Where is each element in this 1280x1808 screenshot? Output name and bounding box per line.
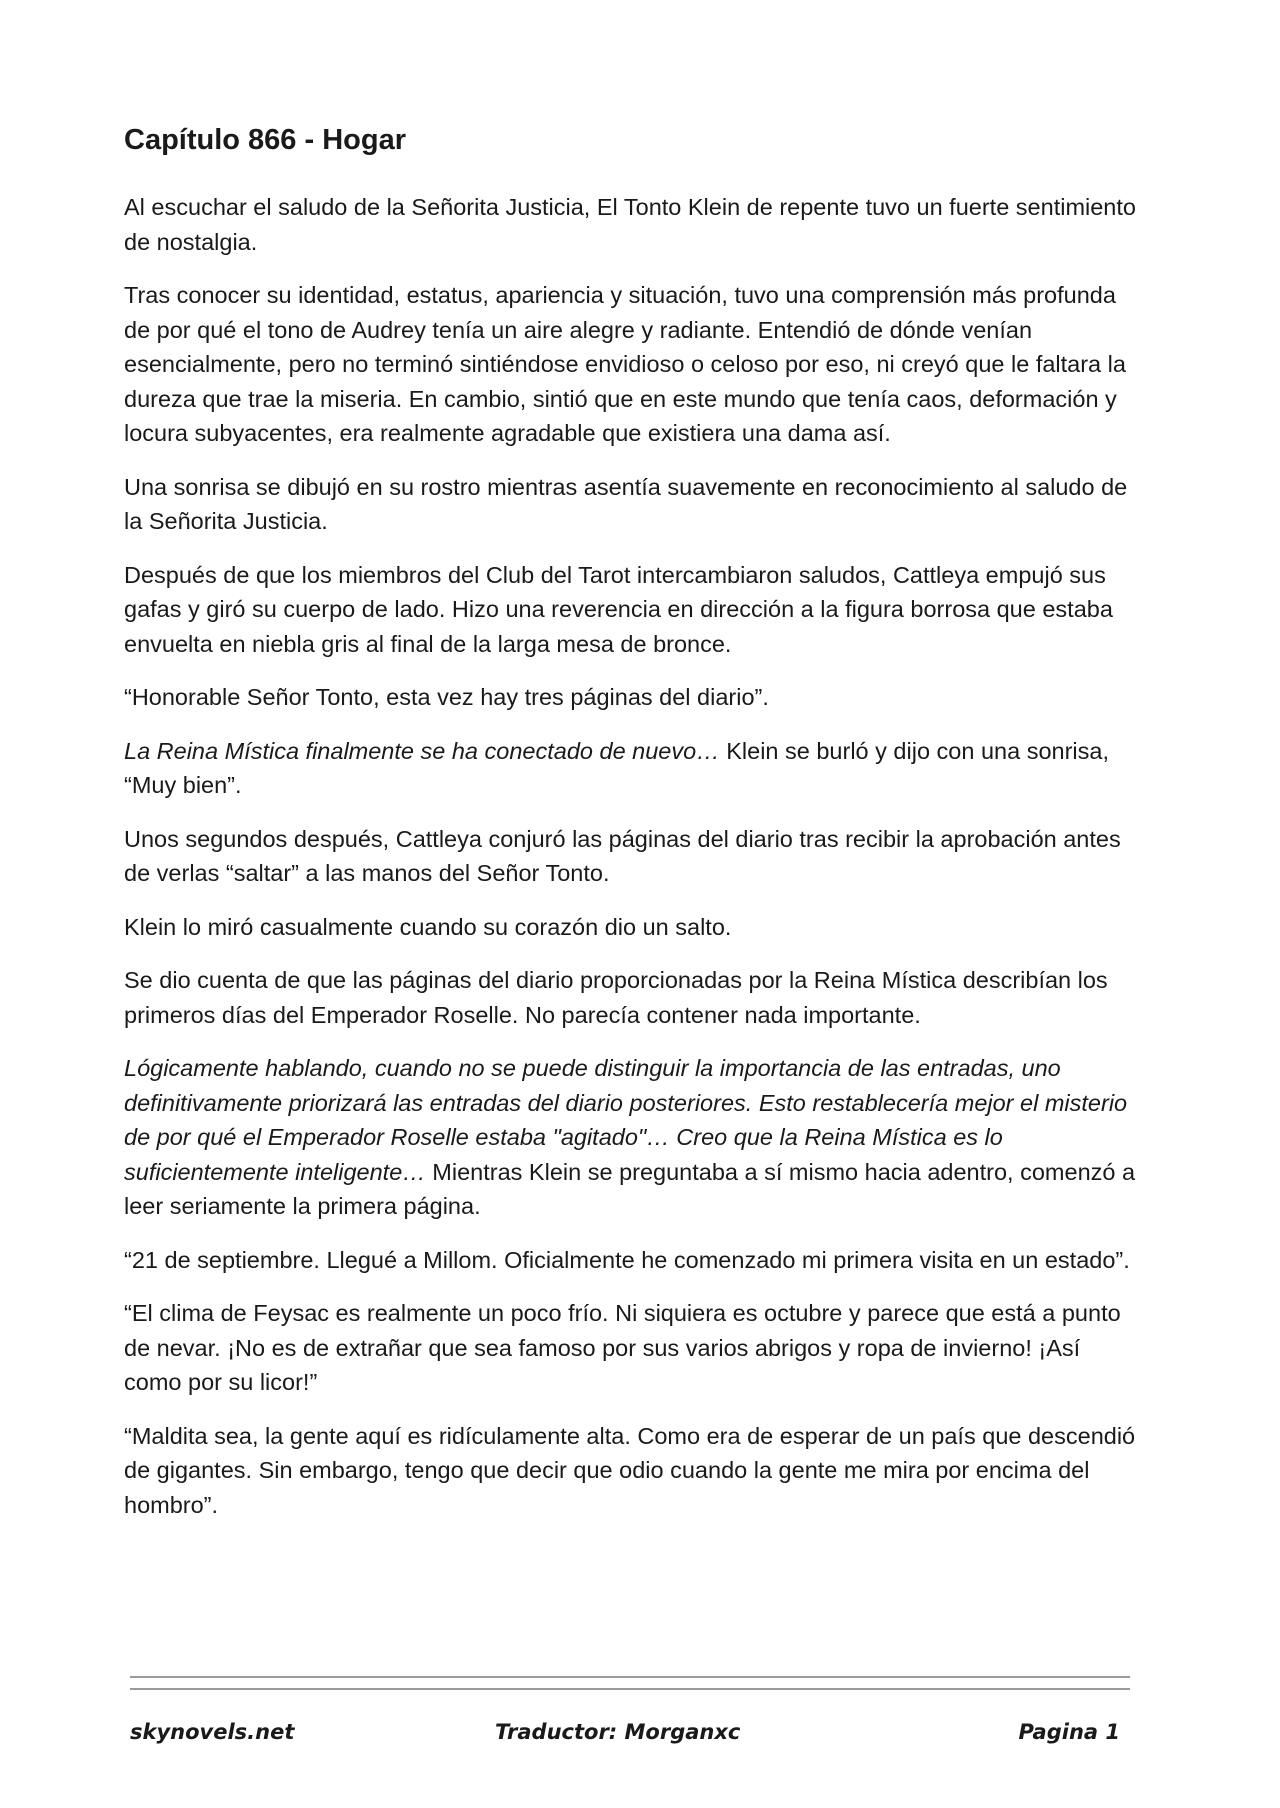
paragraph-4: Después de que los miembros del Club del Tarot intercambiaron saludos, Cattleya empujó sus gafas y giró su cuerpo de lado. Hizo una reverencia en dirección a la figura borrosa que estaba envuelta en niebla gris al final de la larga mesa de bronce.	[124, 561, 1113, 657]
paragraph-2: Tras conocer su identidad, estatus, apariencia y situación, tuvo una comprensión más profunda de por qué el tono de Audrey tenía un aire alegre y radiante. Entendió de dónde venían esencialmente, pero no terminó sintiéndose envidioso o celoso por eso, ni creyó que le faltara la dureza que trae la miseria. En cambio, sintió que en este mundo que tenía caos, deformación y locura subyacentes, era realmente agradable que existiera una dama así.	[124, 282, 1126, 446]
paragraph-9: Se dio cuenta de que las páginas del diario proporcionadas por la Reina Mística describían los primeros días del Emperador Roselle. No parecía contener nada importante.	[124, 967, 1108, 1028]
paragraph-11: “21 de septiembre. Llegué a Millom. Oficialmente he comenzado mi primera visita en un estado”.	[124, 1246, 1130, 1273]
paragraph-5: “Honorable Señor Tonto, esta vez hay tres páginas del diario”.	[124, 684, 769, 710]
footer-site: skynovels.net	[130, 1720, 295, 1744]
paragraph-6-italic: La Reina Mística finalmente se ha conectado de nuevo…	[124, 737, 720, 764]
footer-page-number: Pagina 1	[1018, 1720, 1120, 1744]
paragraph-12: “El clima de Feysac es realmente un poco frío. Ni siquiera es octubre y parece que está a punto de nevar. ¡No es de extrañar que sea famoso por sus varios abrigos y ropa de invierno! ¡Así como por su licor!”	[124, 1300, 1121, 1395]
paragraph-10	[124, 1051, 1139, 1224]
footer-rule-bottom	[130, 1688, 1130, 1690]
paragraph-6	[124, 734, 1139, 803]
paragraph-6-rest: Klein se burló y dijo con una sonrisa, “Muy bien”.	[124, 737, 1109, 798]
chapter-title: Capítulo 866 - Hogar	[124, 124, 406, 156]
paragraph-10-rest: Mientras Klein se preguntaba a sí mismo hacia adentro, comenzó a leer seriamente la primera página.	[124, 1158, 1136, 1219]
paragraph-10-italic: Lógicamente hablando, cuando no se puede distinguir la importancia de las entradas, uno definitivamente priorizará las entradas del diario posteriores. Esto restablecería mejor el misterio de por qué el Emperador Roselle estaba "agitado"… Creo que la Reina Mística es lo suficientemente inteligente…	[124, 1055, 1128, 1185]
document-page	[124, 122, 1139, 1541]
footer-divider	[130, 1676, 1130, 1700]
footer-translator: Traductor: Morganxc	[495, 1720, 741, 1744]
paragraph-1: Al escuchar el saludo de la Señorita Justicia, El Tonto Klein de repente tuvo un fuerte sentimiento de nostalgia.	[124, 194, 1136, 255]
paragraph-7: Unos segundos después, Cattleya conjuró las páginas del diario tras recibir la aprobación antes de verlas “saltar” a las manos del Señor Tonto.	[124, 825, 1121, 886]
paragraph-13: “Maldita sea, la gente aquí es ridículamente alta. Como era de esperar de un país que descendió de gigantes. Sin embargo, tengo que decir que odio cuando la gente me mira por encima del hombro”.	[124, 1422, 1136, 1518]
paragraph-3: Una sonrisa se dibujó en su rostro mientras asentía suavemente en reconocimiento al saludo de la Señorita Justicia.	[124, 473, 1128, 534]
paragraph-8: Klein lo miró casualmente cuando su corazón dio un salto.	[124, 913, 732, 940]
footer-rule-top	[130, 1676, 1130, 1678]
